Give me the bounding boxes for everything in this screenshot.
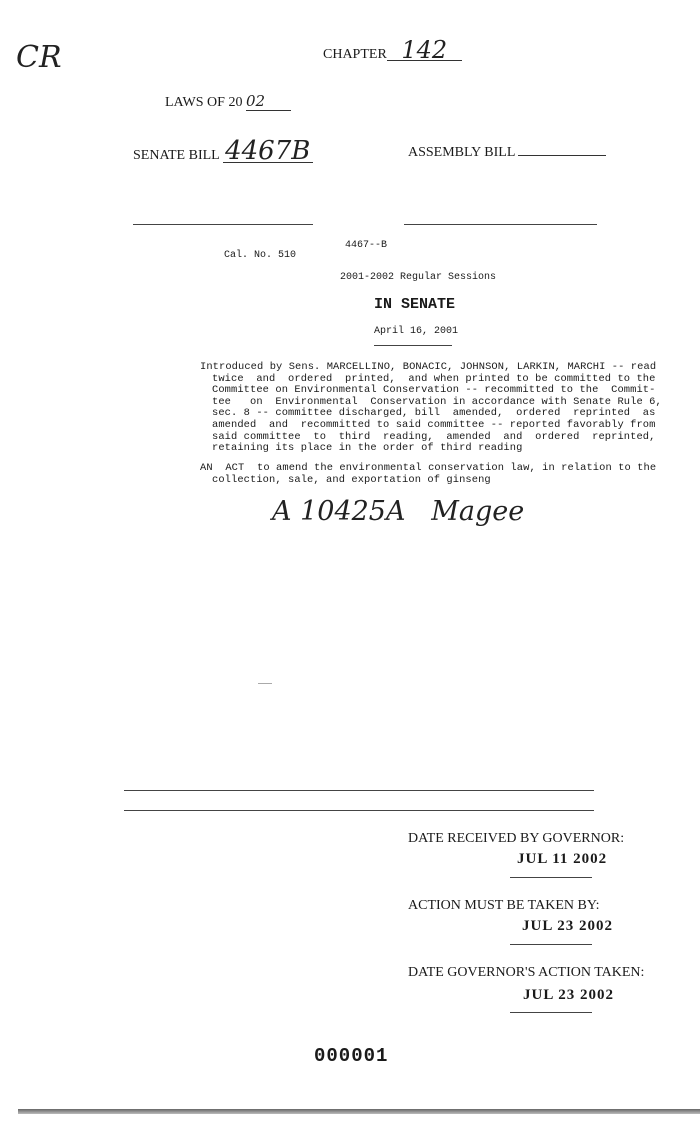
session: 2001-2002 Regular Sessions <box>340 272 497 283</box>
received-date: JUL 11 2002 <box>517 851 608 867</box>
bill-date: April 16, 2001 <box>374 326 459 337</box>
chamber-title: IN SENATE <box>374 296 456 313</box>
intro-line: sec. 8 -- committee discharged, bill amended, ordered reprinted as <box>212 407 656 420</box>
intro-line: twice and ordered printed, and when printed to be committed to the <box>212 372 656 385</box>
intro-line: said committee to third reading, amended and ordered reprinted, <box>212 430 656 443</box>
intro-line: retaining its place in the order of third reading <box>212 442 523 455</box>
chapter-row <box>323 36 462 64</box>
received-rule <box>510 877 592 878</box>
chapter-number: 142 <box>387 40 462 61</box>
senate-bill-number: 4467B <box>223 140 313 163</box>
date-rule <box>374 345 452 346</box>
received-label: DATE RECEIVED BY GOVERNOR: <box>408 831 625 846</box>
action-rule <box>510 1012 592 1013</box>
intro-line: amended and recommitted to said committee -- reported favorably from <box>212 418 656 431</box>
laws-year: 02 <box>246 92 291 111</box>
intro-line: tee on Environmental Conservation in accordance with Senate Rule 6, <box>212 395 662 408</box>
deadline-rule <box>510 944 592 945</box>
calendar-number: Cal. No. 510 <box>224 250 297 261</box>
scan-mark <box>258 683 272 684</box>
page-number: 000001 <box>314 1045 389 1067</box>
scan-edge-bar <box>18 1109 700 1114</box>
lower-rule <box>124 810 594 811</box>
assembly-bill-blank <box>518 143 606 156</box>
act-line: AN ACT to amend the environmental conservation law, in relation to the <box>200 462 657 474</box>
lower-rule <box>124 790 594 791</box>
senate-bill-row <box>133 136 313 166</box>
senate-bill-label: SENATE BILL <box>133 148 220 163</box>
assembly-bill-label: ASSEMBLY BILL <box>408 145 515 160</box>
deadline-date: JUL 23 2002 <box>522 918 614 934</box>
deadline-label: ACTION MUST BE TAKEN BY: <box>408 898 600 913</box>
laws-row <box>165 92 291 111</box>
chapter-label: CHAPTER <box>323 47 387 62</box>
laws-label: LAWS OF 20 <box>165 95 243 110</box>
header-rule-left <box>133 224 313 225</box>
action-label: DATE GOVERNOR'S ACTION TAKEN: <box>408 965 645 980</box>
margin-note: CR <box>16 40 62 75</box>
handwritten-assembly-bill: A 10425A Magee <box>272 496 525 527</box>
action-date: JUL 23 2002 <box>523 987 615 1003</box>
intro-line: Introduced by Sens. MARCELLINO, BONACIC, JOHNSON, LARKIN, MARCHI -- read <box>200 361 657 373</box>
introduction-text <box>200 361 662 455</box>
act-text <box>200 462 657 486</box>
assembly-bill-row <box>408 143 606 161</box>
header-rule-right <box>404 224 597 225</box>
act-line: collection, sale, and exportation of ginseng <box>212 473 491 486</box>
bill-number: 4467--B <box>345 240 388 251</box>
intro-line: Committee on Environmental Conservation -- recommitted to the Commit- <box>212 384 656 397</box>
